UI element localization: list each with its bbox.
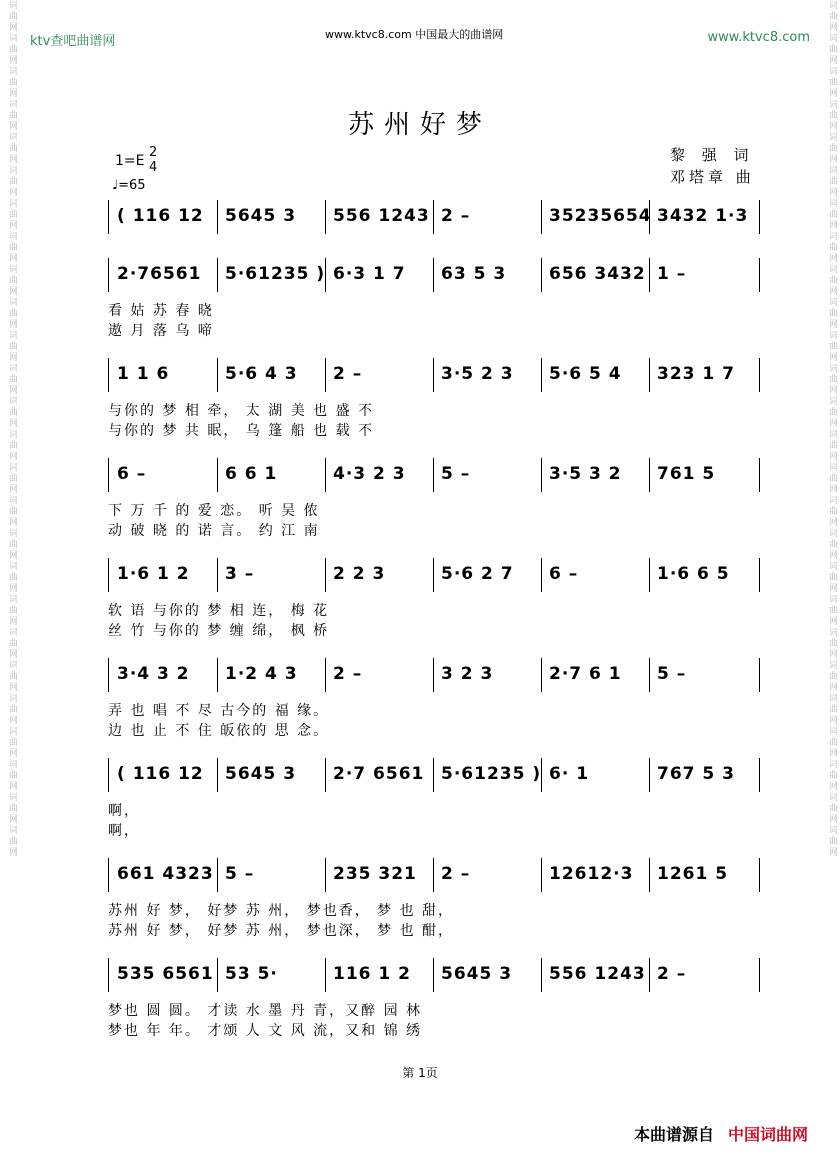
measure-notes: 2·7 6 1 <box>549 664 622 684</box>
page-number: 第 1页 <box>402 1066 438 1080</box>
bar-line <box>433 558 434 592</box>
bar-line <box>325 458 326 492</box>
measure-notes: 3·5 3 2 <box>549 464 622 484</box>
score-row <box>108 958 760 992</box>
lyric-line: 软 语 与你的 梦 相 连， 梅 花 <box>108 603 330 619</box>
measure-notes: ( 116 12 <box>117 764 204 784</box>
measure-notes: 5 – <box>225 864 255 884</box>
measure-notes: 6 6 1 <box>225 464 278 484</box>
measure-notes: 1 1 6 <box>117 364 170 384</box>
measure-notes: 6· 1 <box>549 764 590 784</box>
score-row <box>108 458 760 492</box>
measure-notes: 556 1243 <box>549 964 646 984</box>
measure-notes: 12612·3 <box>549 864 634 884</box>
measure-notes: 35235654 <box>549 206 652 226</box>
lyric-line: 啊， <box>108 823 140 839</box>
bar-line <box>541 758 542 792</box>
bar-line <box>649 858 650 892</box>
bar-line <box>541 858 542 892</box>
measure-notes: 5645 3 <box>225 764 297 784</box>
score-row <box>108 858 760 892</box>
bar-line <box>217 858 218 892</box>
song-title: 苏州好梦 <box>347 110 492 140</box>
bar-line <box>433 458 434 492</box>
measure-notes: 656 3432 <box>549 264 646 284</box>
measure-notes: 1 – <box>657 264 687 284</box>
bar-line <box>325 358 326 392</box>
measure-notes: ( 116 12 <box>117 206 204 226</box>
measure-notes: 1261 5 <box>657 864 729 884</box>
measure-notes: 5·6 4 3 <box>225 364 298 384</box>
bar-line <box>217 758 218 792</box>
tempo-marking: ♩=65 <box>112 178 146 193</box>
bar-line <box>325 858 326 892</box>
lyric-line: 与你的 梦 共 眠， 乌 篷 船 也 载 不 <box>108 423 375 439</box>
measure-notes: 761 5 <box>657 464 716 484</box>
bar-line <box>649 458 650 492</box>
measure-notes: 5·6 5 4 <box>549 364 622 384</box>
header-tagline: www.ktvc8.com 中国最大的曲谱网 <box>325 28 504 41</box>
lyric-line: 遨 月 落 乌 啼 <box>108 323 214 339</box>
bar-line <box>217 458 218 492</box>
bar-line <box>649 758 650 792</box>
header-site-name[interactable]: ktv查吧曲谱网 <box>30 34 116 49</box>
lyric-line: 丝 竹 与你的 梦 缠 绵， 枫 桥 <box>108 623 330 639</box>
score-row <box>108 200 760 234</box>
footer-source <box>634 1122 808 1145</box>
measure-notes: 556 1243 <box>333 206 430 226</box>
time-signature <box>149 145 157 175</box>
bar-line <box>649 958 650 992</box>
measure-notes: 1·6 1 2 <box>117 564 190 584</box>
measure-notes: 5645 3 <box>441 964 513 984</box>
bar-line <box>433 658 434 692</box>
measure-notes: 2 – <box>441 864 471 884</box>
bar-line <box>649 658 650 692</box>
measure-notes: 6·3 1 7 <box>333 264 406 284</box>
measure-notes: 2 – <box>333 664 363 684</box>
measure-notes: 3 2 3 <box>441 664 494 684</box>
bar-line <box>541 958 542 992</box>
measure-notes: 5645 3 <box>225 206 297 226</box>
measure-notes: 235 321 <box>333 864 417 884</box>
lyric-line: 边 也 止 不 住 皈依的 思 念。 <box>108 723 330 739</box>
lyric-line: 啊， <box>108 803 140 819</box>
measure-notes: 1·6 6 5 <box>657 564 730 584</box>
lyric-line: 下 万 千 的 爱 恋。 听 吴 侬 <box>108 503 320 519</box>
bar-line <box>217 958 218 992</box>
bar-line <box>325 658 326 692</box>
measure-notes: 767 5 3 <box>657 764 735 784</box>
bar-line <box>433 258 434 292</box>
lyric-line: 梦也 圆 圆。 才读 水 墨 丹 青，又醉 园 林 <box>108 1003 423 1019</box>
measure-notes: 3·5 2 3 <box>441 364 514 384</box>
bar-line <box>541 258 542 292</box>
bar-line <box>541 358 542 392</box>
bar-line <box>433 758 434 792</box>
measure-notes: 4·3 2 3 <box>333 464 406 484</box>
lyric-line: 动 破 晓 的 诺 言。 约 江 南 <box>108 523 320 539</box>
footer-source-label: 本曲谱源自 <box>633 1125 714 1144</box>
bar-line <box>433 858 434 892</box>
measure-notes: 2 – <box>441 206 471 226</box>
lyric-line: 苏州 好 梦， 好梦 苏 州， 梦也香， 梦 也 甜， <box>108 903 455 919</box>
bar-line <box>541 458 542 492</box>
measure-notes: 661 4323 <box>117 864 214 884</box>
score-row <box>108 358 760 392</box>
lyricist-credit: 黎 强 词 <box>670 146 755 164</box>
lyric-line: 与你的 梦 相 牵， 太 湖 美 也 盛 不 <box>108 403 375 419</box>
measure-notes: 2·76561 <box>117 264 202 284</box>
measure-notes: 6 – <box>117 464 147 484</box>
measure-notes: 2 – <box>333 364 363 384</box>
bar-line <box>325 758 326 792</box>
measure-notes: 5·61235 ) <box>225 264 326 284</box>
time-signature-bottom: 4 <box>149 160 158 175</box>
bar-line <box>649 358 650 392</box>
time-signature-top: 2 <box>149 145 158 160</box>
composer-credit: 邓塔章 曲 <box>670 168 755 186</box>
lyric-line: 苏州 好 梦， 好梦 苏 州， 梦也深， 梦 也 酣， <box>108 923 455 939</box>
measure-notes: 6 – <box>549 564 579 584</box>
right-watermark-strip: 词曲网词曲网词曲网词曲网词曲网词曲网词曲网词曲网词曲网词曲网词曲网词曲网词曲网词曲网词曲网词曲网词曲网词曲网词曲网词曲网词曲网词曲网词曲网词曲网词曲网词曲网 <box>827 0 837 858</box>
lyric-line: 看 姑 苏 春 晓 <box>108 303 214 319</box>
measure-notes: 5 – <box>441 464 471 484</box>
lyric-line: 弄 也 唱 不 尽 古今的 福 缘。 <box>108 703 330 719</box>
bar-line <box>325 200 326 234</box>
score-row <box>108 558 760 592</box>
bar-line <box>217 200 218 234</box>
measure-notes: 53 5· <box>225 964 278 984</box>
footer-site-link[interactable]: 中国词曲网 <box>727 1125 808 1144</box>
bar-line <box>217 558 218 592</box>
bar-line <box>649 558 650 592</box>
bar-line <box>433 958 434 992</box>
left-watermark-strip: 词曲网词曲网词曲网词曲网词曲网词曲网词曲网词曲网词曲网词曲网词曲网词曲网词曲网词曲网词曲网词曲网词曲网词曲网词曲网词曲网词曲网词曲网词曲网词曲网词曲网词曲网 <box>7 0 17 858</box>
measure-notes: 3432 1·3 <box>657 206 749 226</box>
measure-notes: 63 5 3 <box>441 264 507 284</box>
measure-notes: 3·4 3 2 <box>117 664 190 684</box>
lyric-line: 梦也 年 年。 才颂 人 文 风 流，又和 锦 绣 <box>108 1023 423 1039</box>
key-signature: 1=E <box>115 153 145 169</box>
measure-notes: 1·2 4 3 <box>225 664 298 684</box>
measure-notes: 116 1 2 <box>333 964 411 984</box>
bar-line <box>217 258 218 292</box>
measure-notes: 2 – <box>657 964 687 984</box>
bar-line <box>325 958 326 992</box>
bar-line <box>217 358 218 392</box>
measure-notes: 5 – <box>657 664 687 684</box>
bar-line <box>433 200 434 234</box>
measure-notes: 323 1 7 <box>657 364 735 384</box>
header-url[interactable]: www.ktvc8.com <box>707 30 810 45</box>
measure-notes: 5·6 2 7 <box>441 564 514 584</box>
bar-line <box>325 258 326 292</box>
measure-notes: 2 2 3 <box>333 564 386 584</box>
bar-line <box>541 200 542 234</box>
bar-line <box>541 658 542 692</box>
score-row <box>108 758 760 792</box>
bar-line <box>217 658 218 692</box>
bar-line <box>325 558 326 592</box>
bar-line <box>649 258 650 292</box>
measure-notes: 535 6561 <box>117 964 214 984</box>
bar-line <box>541 558 542 592</box>
measure-notes: 3 – <box>225 564 255 584</box>
bar-line <box>433 358 434 392</box>
score-row <box>108 658 760 692</box>
measure-notes: 5·61235 ) <box>441 764 542 784</box>
measure-notes: 2·7 6561 <box>333 764 425 784</box>
score-row <box>108 258 760 292</box>
